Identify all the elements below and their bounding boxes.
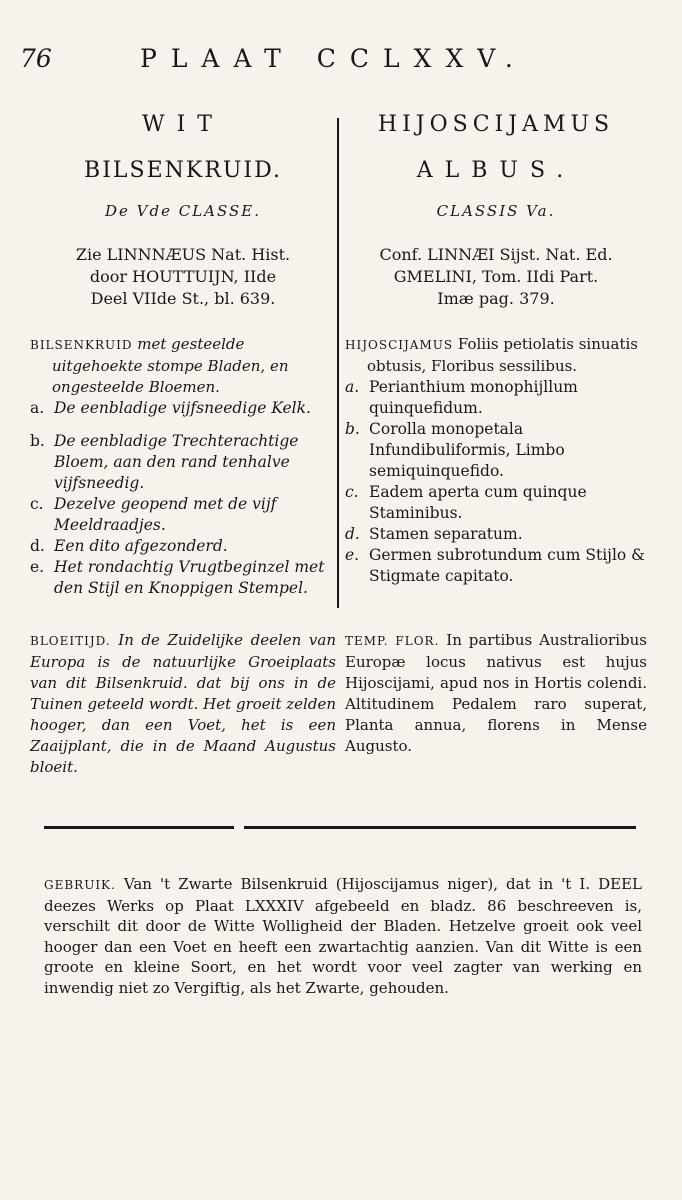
latin-flowering-text: In partibus Australioribus Europæ locus nativus est hujus Hijoscijami, apud nos in Hortis colendi. Altitudinem Pedalem raro superat, Planta annua, florens in Mense Augusto. (345, 631, 647, 755)
latin-title-line1: HIJOSCIJAMUS (377, 112, 615, 137)
dutch-ref-line: door HOUTTUIJN, IIde (89, 267, 277, 286)
part-key: e. (30, 558, 45, 576)
dutch-part-item (30, 398, 336, 419)
dutch-ref-line: Deel VIIde St., bl. 639. (90, 289, 276, 308)
latin-ref-line: GMELINI, Tom. IIdi Part. (393, 267, 599, 286)
dutch-title-line2: BILSENKRUID. (84, 158, 282, 183)
part-key: a. (30, 399, 45, 417)
part-key: e. (345, 546, 360, 564)
latin-part-item (345, 545, 647, 587)
latin-class: CLASSIS Va. (436, 202, 556, 220)
dutch-column (30, 0, 336, 800)
latin-column (345, 0, 647, 800)
part-text: De eenbladige Trechterachtige Bloem, aan den rand tenhalve vijfsneedig. (54, 432, 299, 492)
part-key: b. (345, 420, 360, 438)
latin-part-item (345, 482, 647, 524)
latin-diagnosis-label: HIJOSCIJAMUS (345, 338, 454, 352)
dutch-part-item (30, 494, 336, 536)
latin-part-item (345, 524, 647, 545)
latin-part-item (345, 419, 647, 482)
part-key: d. (345, 525, 360, 543)
usage-label: GEBRUIK. (44, 878, 116, 892)
dutch-description (30, 334, 336, 599)
part-key: c. (30, 495, 44, 513)
part-key: c. (345, 483, 359, 501)
part-text: Perianthium monophijllum quinquefidum. (369, 378, 578, 417)
dutch-reference (30, 244, 336, 310)
part-key: a. (345, 378, 360, 396)
latin-parts-list (345, 377, 647, 587)
dutch-parts-list (30, 398, 336, 599)
latin-diagnosis-text: Foliis petiolatis sinuatis obtusis, Floribus sessilibus. (367, 335, 638, 375)
latin-flowering-time (345, 630, 647, 757)
latin-ref-line: Conf. LINNÆI Sijst. Nat. Ed. (379, 245, 613, 264)
separator-rule-left (44, 826, 234, 829)
dutch-part-item (30, 557, 336, 599)
latin-ref-line: Imæ pag. 379. (437, 289, 555, 308)
part-key: d. (30, 537, 45, 555)
dutch-flowering-label: BLOEITIJD. (30, 634, 111, 648)
latin-diagnosis (345, 334, 647, 377)
plate-title: PLAAT CCLXXV. (140, 44, 527, 73)
latin-description (345, 334, 647, 587)
usage-paragraph (44, 874, 642, 999)
part-text: De eenbladige vijfsneedige Kelk. (54, 399, 311, 417)
part-key: b. (30, 432, 45, 450)
dutch-title-line1: WIT (142, 112, 224, 137)
dutch-diagnosis-label: BILSENKRUID (30, 338, 133, 352)
dutch-diagnosis (30, 334, 336, 398)
latin-part-item (345, 377, 647, 419)
dutch-part-item (30, 536, 336, 557)
part-text: Eadem aperta cum quinque Staminibus. (369, 483, 587, 522)
latin-flowering-label: TEMP. FLOR. (345, 634, 440, 648)
part-text: Dezelve geopend met de vijf Meeldraadjes. (54, 495, 277, 534)
page-number: 76 (20, 44, 52, 73)
dutch-part-item (30, 431, 336, 494)
column-divider (337, 118, 339, 608)
usage-text: Van 't Zwarte Bilsenkruid (Hijoscijamus niger), dat in 't I. DEEL deezes Werks op Plaat LXXXIV afgebeeld en bladz. 86 beschreeven is, verschilt dit door de Witte Wolligheid der Bladen. Hetzelve groeit ook veel hooger dan een Voet en heeft een zwartachtig aanzien. Van dit Witte is een groote en kleine Soort, en het wordt voor veel zagter van werking en inwendig niet zo Vergiftig, als het Zwarte, gehouden. (44, 875, 642, 997)
part-text: Stamen separatum. (369, 525, 523, 543)
part-text: Germen subrotundum cum Stijlo & Stigmate capitato. (369, 546, 645, 585)
part-text: Corolla monopetala Infundibuliformis, Limbo semiquinquefido. (369, 420, 565, 480)
part-text: Het rondachtig Vrugtbeginzel met den Stijl en Knoppigen Stempel. (54, 558, 325, 597)
dutch-flowering-text: In de Zuidelijke deelen van Europa is de natuurlijke Groeiplaats van dit Bilsenkruid. dat bij ons in de Tuinen geteeld wordt. Het groeit zelden hooger, dan een Voet, het is een Zaaijplant, die in de Maand Augustus bloeit. (30, 631, 336, 776)
part-text: Een dito afgezonderd. (54, 537, 228, 555)
dutch-class: De Vde CLASSE. (104, 202, 262, 220)
latin-reference (345, 244, 647, 310)
dutch-diagnosis-text: met gesteelde uitgehoekte stompe Bladen, en ongesteelde Bloemen. (52, 335, 289, 396)
dutch-flowering-time (30, 630, 336, 778)
separator-rule-right (244, 826, 636, 829)
latin-title-line2: ALBUS. (416, 158, 576, 183)
dutch-ref-line: Zie LINNNÆUS Nat. Hist. (75, 245, 291, 264)
